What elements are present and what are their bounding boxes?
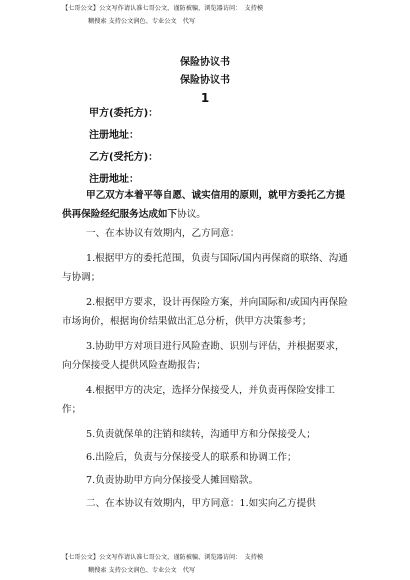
clause-1-heading: 一、在本协议有效期内，乙方同意： — [86, 228, 240, 239]
clause-1-item-2: 2.根据甲方要求，设计再保险方案，并向国际和/或国内再保险市场询价，根据询价结果做出汇总分析，供甲方决策参考； — [62, 297, 348, 327]
party-a-label: 甲方(委托方)： — [89, 108, 159, 119]
intro-bold-text: 甲乙双方本着平等自愿、诚实信用的原则，就甲方委托乙方提供再保险经纪服务达成如下 — [62, 190, 346, 220]
party-b-address-label: 注册地址： — [89, 174, 139, 185]
footer-line-2: 糊搜索 支持公文润色、专业公文 代写 — [88, 567, 196, 574]
clause-1-item-3: 3.协助甲方对项目进行风险查勘、识别与评估，并根据要求，向分保接受人提供风险查勘报告； — [62, 341, 345, 371]
clause-1-item-6: 6.出险后，负责与分保接受人的联系和协调工作； — [86, 452, 297, 463]
footer-line-1: 【七哥公文】公文写作请认准七哥公文，谨防被骗，浏览器访问： 支持模 — [62, 554, 264, 561]
page-header-watermark — [62, 2, 362, 28]
clause-1-item-1: 1.根据甲方的委托范围，负责与国际/国内再保商的联络、沟通与协调； — [62, 253, 348, 283]
clause-2-heading: 二、在本协议有效期内，甲方同意：1.如实向乙方提供 — [86, 498, 316, 509]
document-subtitle: 保险协议书 — [180, 75, 230, 86]
page-footer-watermark — [62, 551, 362, 577]
intro-paragraph — [62, 186, 352, 224]
document-number: 1 — [200, 91, 210, 105]
header-line-1: 【七哥公文】公文写作请认准七哥公文，谨防被骗，浏览器访问： 支持模 — [62, 5, 264, 12]
header-line-2: 糊搜索 支持公文润色、专业公文 代写 — [88, 18, 196, 25]
clause-1-item-5: 5.负责就保单的注销和续转，沟通甲方和分保接受人； — [86, 429, 316, 440]
document-title: 保险协议书 — [180, 57, 230, 68]
intro-tail-text: 协议。 — [177, 209, 206, 220]
party-b-label: 乙方(受托方)： — [89, 152, 159, 163]
agreement-body — [62, 186, 352, 513]
clause-1-item-7: 7.负责协助甲方向分保接受人摊回赔款。 — [86, 475, 259, 486]
clause-1-item-4: 4.根据甲方的决定，选择分保接受人，并负责再保险安排工作； — [62, 385, 335, 415]
party-a-address-label: 注册地址： — [89, 130, 139, 141]
